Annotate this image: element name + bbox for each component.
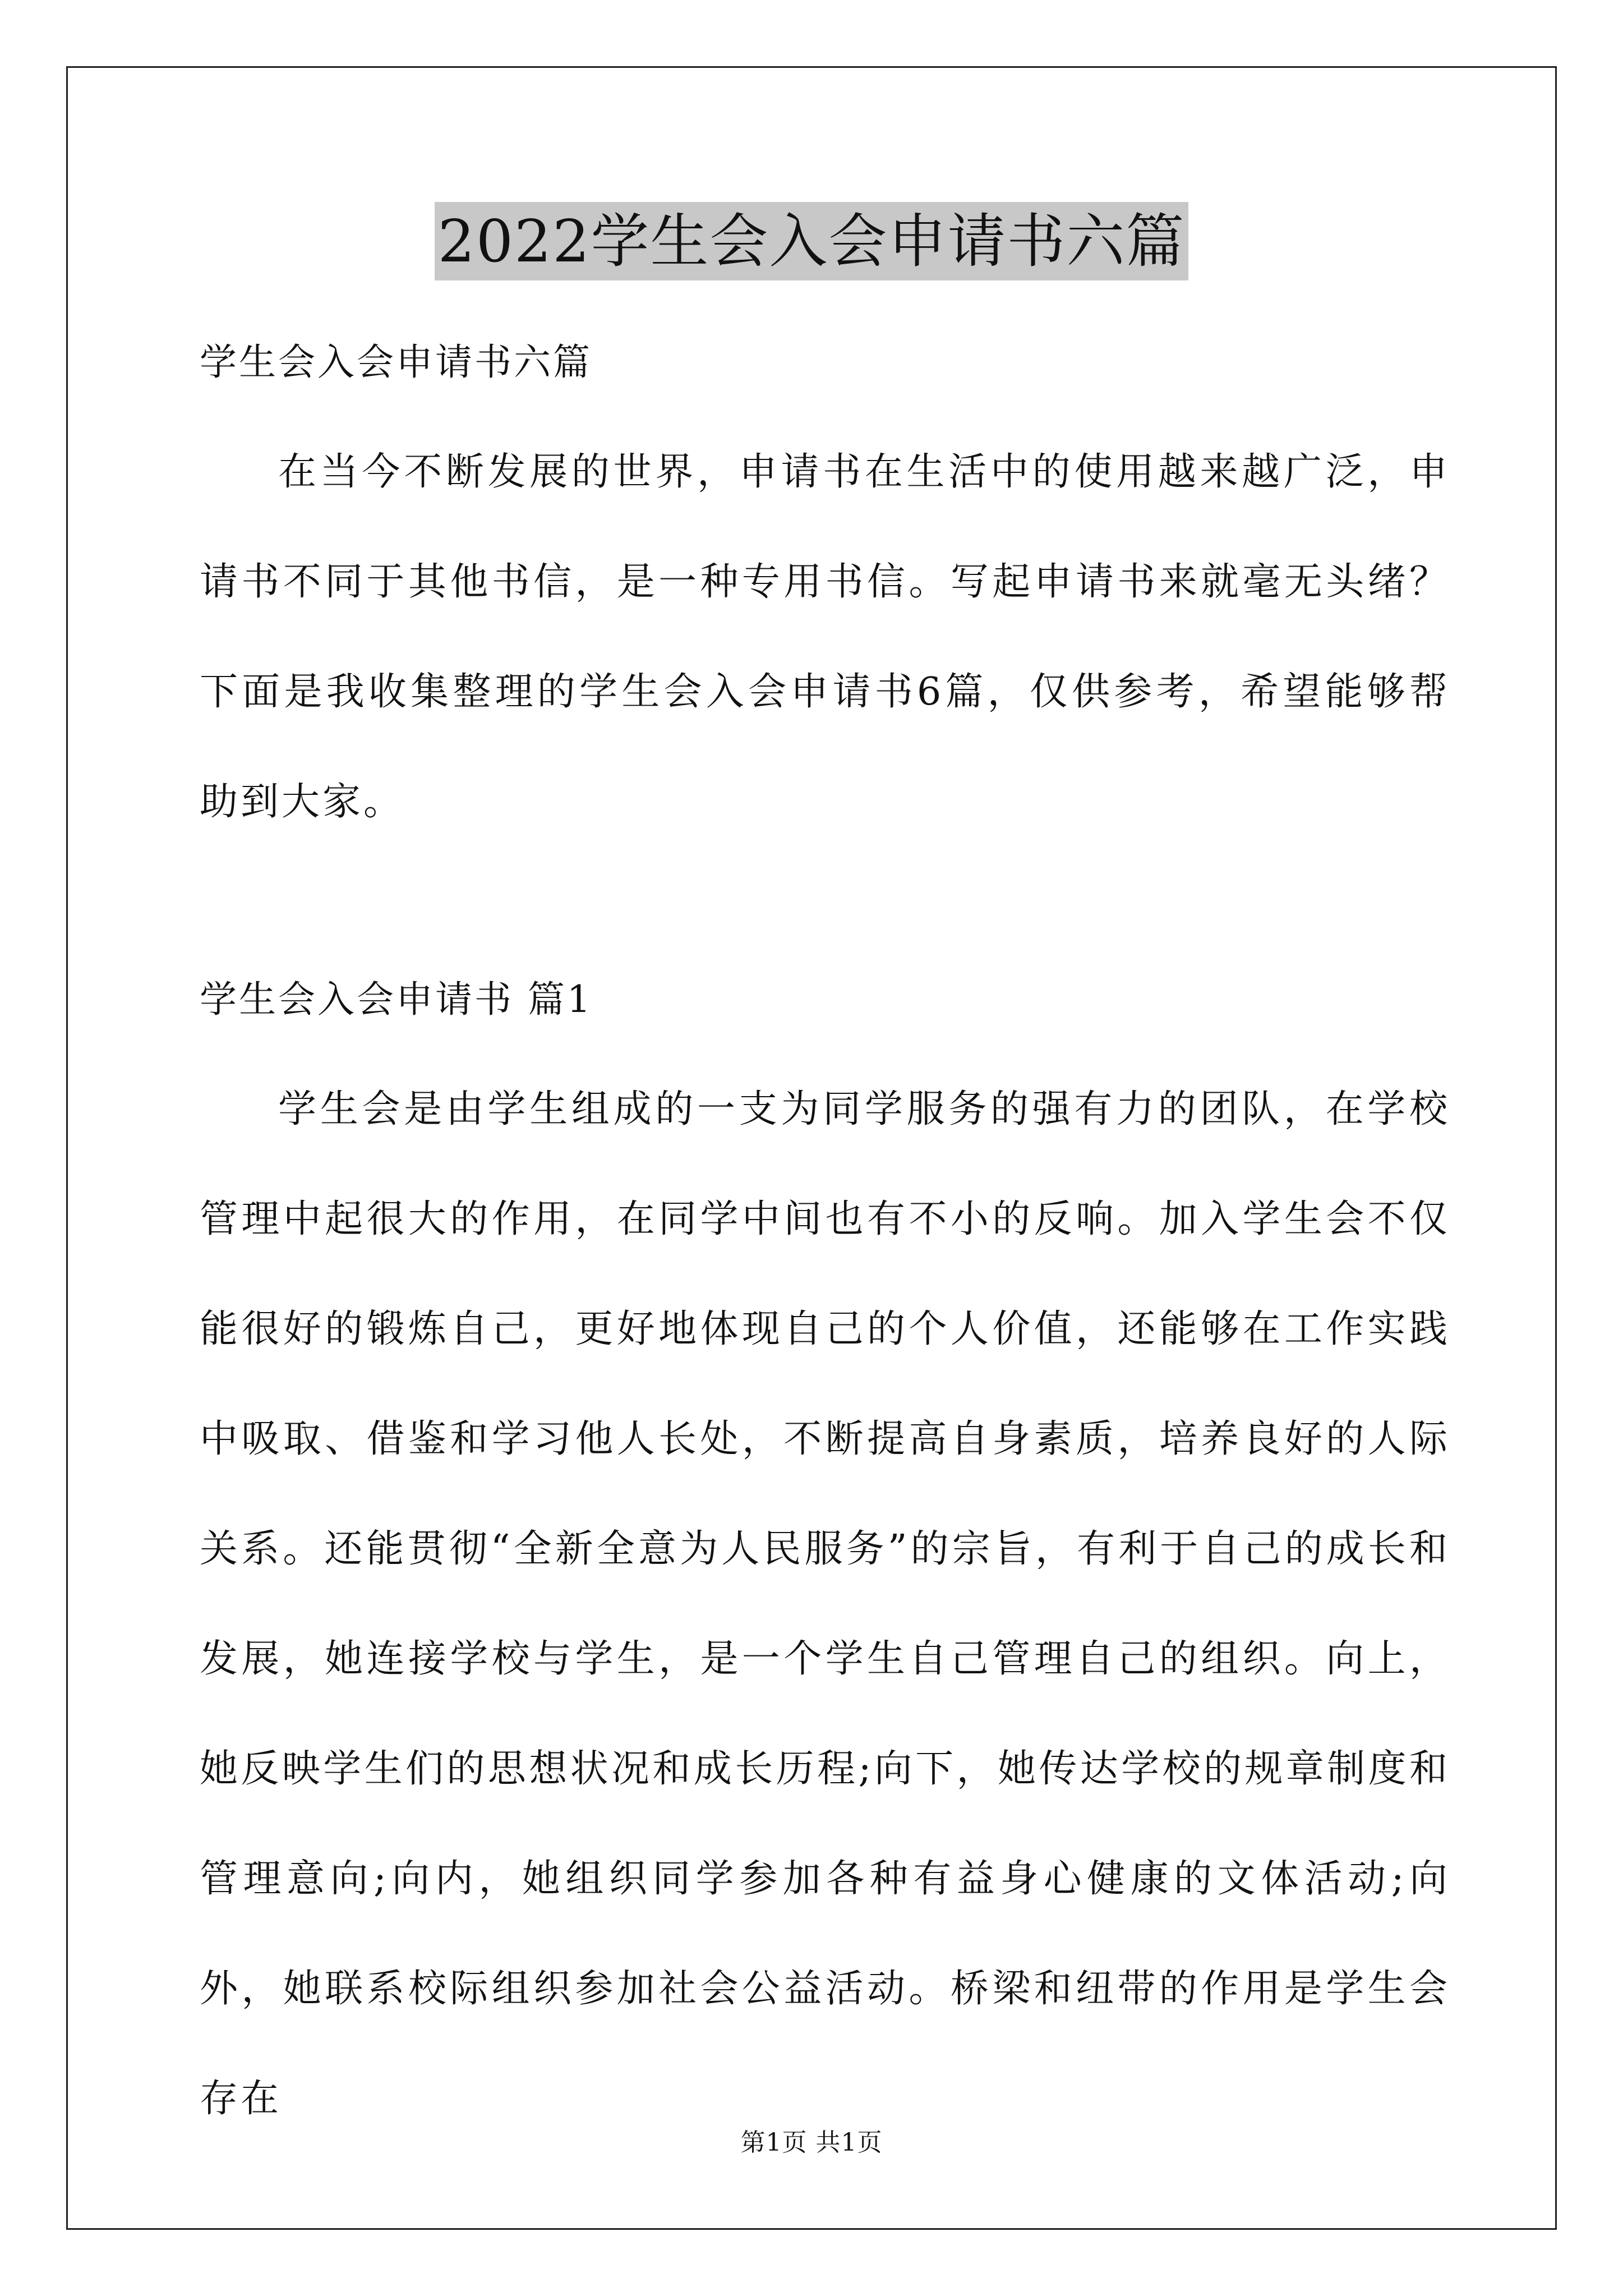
document-body <box>200 307 1450 2154</box>
intro-paragraph: 在当今不断发展的世界，申请书在生活中的使用越来越广泛，申请书不同于其他书信，是一种专用书信。写起申请书来就毫无头绪？下面是我收集整理的学生会入会申请书6篇，仅供参考，希望能够帮助到大家。 <box>200 450 1450 824</box>
section-paragraph: 学生会是由学生组成的一支为同学服务的强有力的团队，在学校管理中起很大的作用，在同学中间也有不小的反响。加入学生会不仅能很好的锻炼自己，更好地体现自己的个人价值，还能够在工作实践中吸取、借鉴和学习他人长处，不断提高自身素质，培养良好的人际关系。还能贯彻“全新全意为人民服务”的宗旨，有利于自己的成长和发展，她连接学校与学生，是一个学生自己管理自己的组织。向上，她反映学生们的思想状况和成长历程;向下，她传达学校的规章制度和管理意向;向内，她组织同学参加各种有益身心健康的文体活动;向外，她联系校际组织参加社会公益活动。桥梁和纽带的作用是学生会存在 <box>200 1087 1450 2121</box>
page-footer: 第1页 共1页 <box>740 2128 883 2157</box>
section-heading: 学生会入会申请书 篇1 <box>200 978 593 1021</box>
document-subtitle: 学生会入会申请书六篇 <box>200 341 592 384</box>
document-title-wrapper <box>0 202 1623 280</box>
document-title: 2022学生会入会申请书六篇 <box>435 202 1189 280</box>
